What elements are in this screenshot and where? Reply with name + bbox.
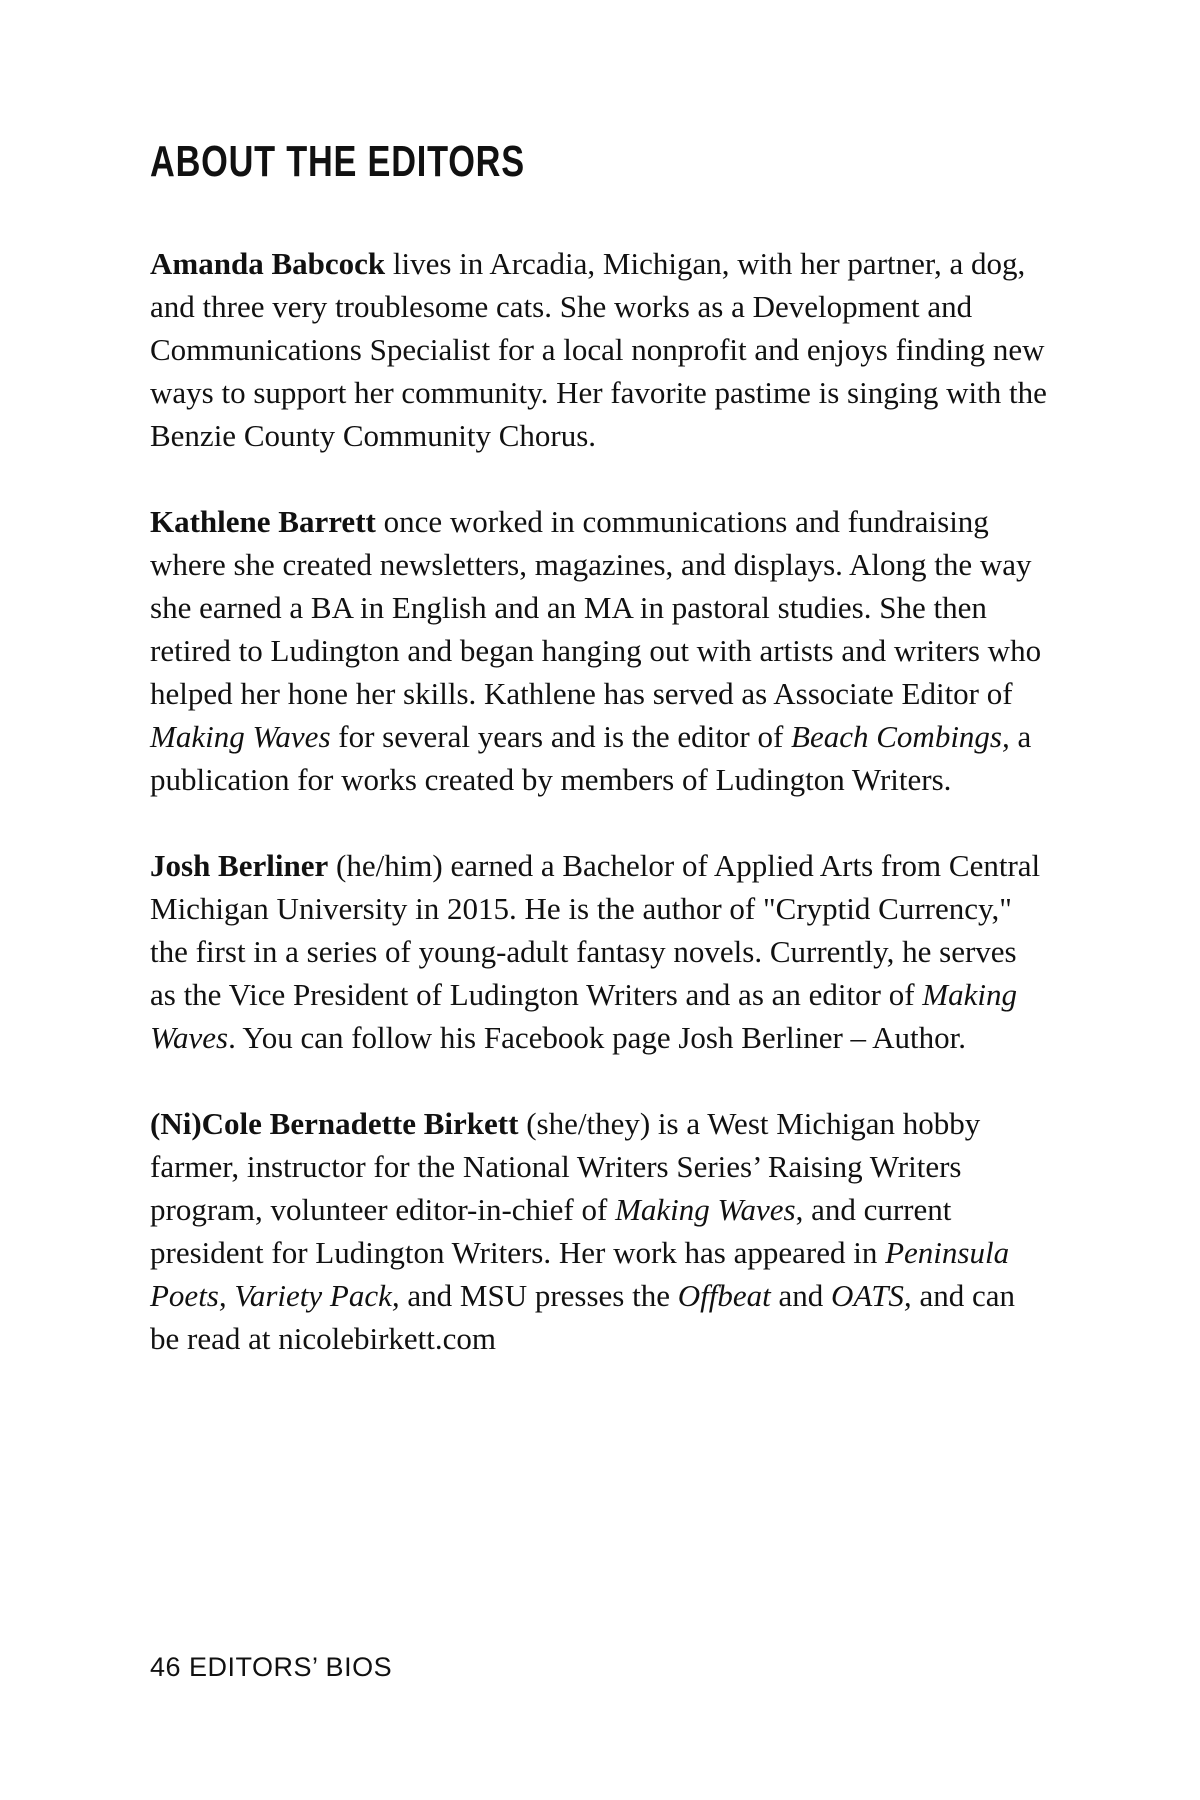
bio-text: a publication for works created by members of Ludington Writers. bbox=[150, 719, 1032, 798]
publication-title: Making Waves bbox=[615, 1192, 796, 1228]
bio-name: Josh Berliner bbox=[150, 848, 329, 884]
bio-text: and bbox=[770, 1278, 832, 1314]
bio-text: once worked in communications and fundraising where she created newsletters, magazines, and displays. Along the way she earned a BA in English and an MA in pastoral studies. She then retired to Ludington and began hanging out with artists and writers who helped her hone her skills. Kathlene has served as Associate Editor of bbox=[150, 504, 1042, 712]
bio-text: (she/they) is a West Michigan hobby farmer, instructor for the National Writers Series’ Raising Writers program, volunteer editor-in-chief of bbox=[150, 1106, 981, 1228]
page-title: ABOUT THE EDITORS bbox=[150, 137, 525, 186]
page-content bbox=[150, 138, 1050, 1403]
publication-title: Making Waves bbox=[150, 719, 331, 755]
publication-title: Making Waves bbox=[150, 977, 1017, 1056]
bio-text: for several years and is the editor of bbox=[330, 719, 792, 755]
publication-title: Beach Combings, bbox=[791, 719, 1010, 755]
bio-name: (Ni)Cole Bernadette Birkett bbox=[150, 1106, 519, 1142]
bio-text: and can be read at nicolebirkett.com bbox=[150, 1278, 1015, 1357]
bio-text: and MSU presses the bbox=[399, 1278, 678, 1314]
bio-name: Amanda Babcock bbox=[150, 246, 386, 282]
bio-text: (he/him) earned a Bachelor of Applied Arts from Central Michigan University in 2015. He is the author of "Cryptid Currency," the first in a series of young-adult fantasy novels. Currently, he serves as the Vice President of Ludington Writers and as an editor of bbox=[150, 848, 1041, 1013]
page-footer: 46 EDITORS’ BIOS bbox=[150, 1652, 393, 1682]
bio-text: . You can follow his Facebook page Josh Berliner – Author. bbox=[228, 1020, 966, 1056]
publication-title: Offbeat bbox=[677, 1278, 771, 1314]
bio-text: lives in Arcadia, Michigan, with her partner, a dog, and three very troublesome cats. She works as a Development and Communications Specialist for a local nonprofit and enjoys finding new ways to support her community. Her favorite pastime is singing with the Benzie County Community Chorus. bbox=[150, 246, 1047, 454]
bio-josh-berliner bbox=[150, 844, 1050, 1059]
bio-text: , and current president for Ludington Writers. Her work has appeared in bbox=[150, 1192, 952, 1271]
bio-kathlene-barrett bbox=[150, 500, 1050, 801]
bio-nicole-birkett bbox=[150, 1102, 1050, 1360]
bio-amanda-babcock bbox=[150, 242, 1050, 457]
publication-title: Peninsula Poets, Variety Pack, bbox=[150, 1235, 1010, 1314]
publication-title: OATS, bbox=[831, 1278, 912, 1314]
bio-name: Kathlene Barrett bbox=[150, 504, 376, 540]
